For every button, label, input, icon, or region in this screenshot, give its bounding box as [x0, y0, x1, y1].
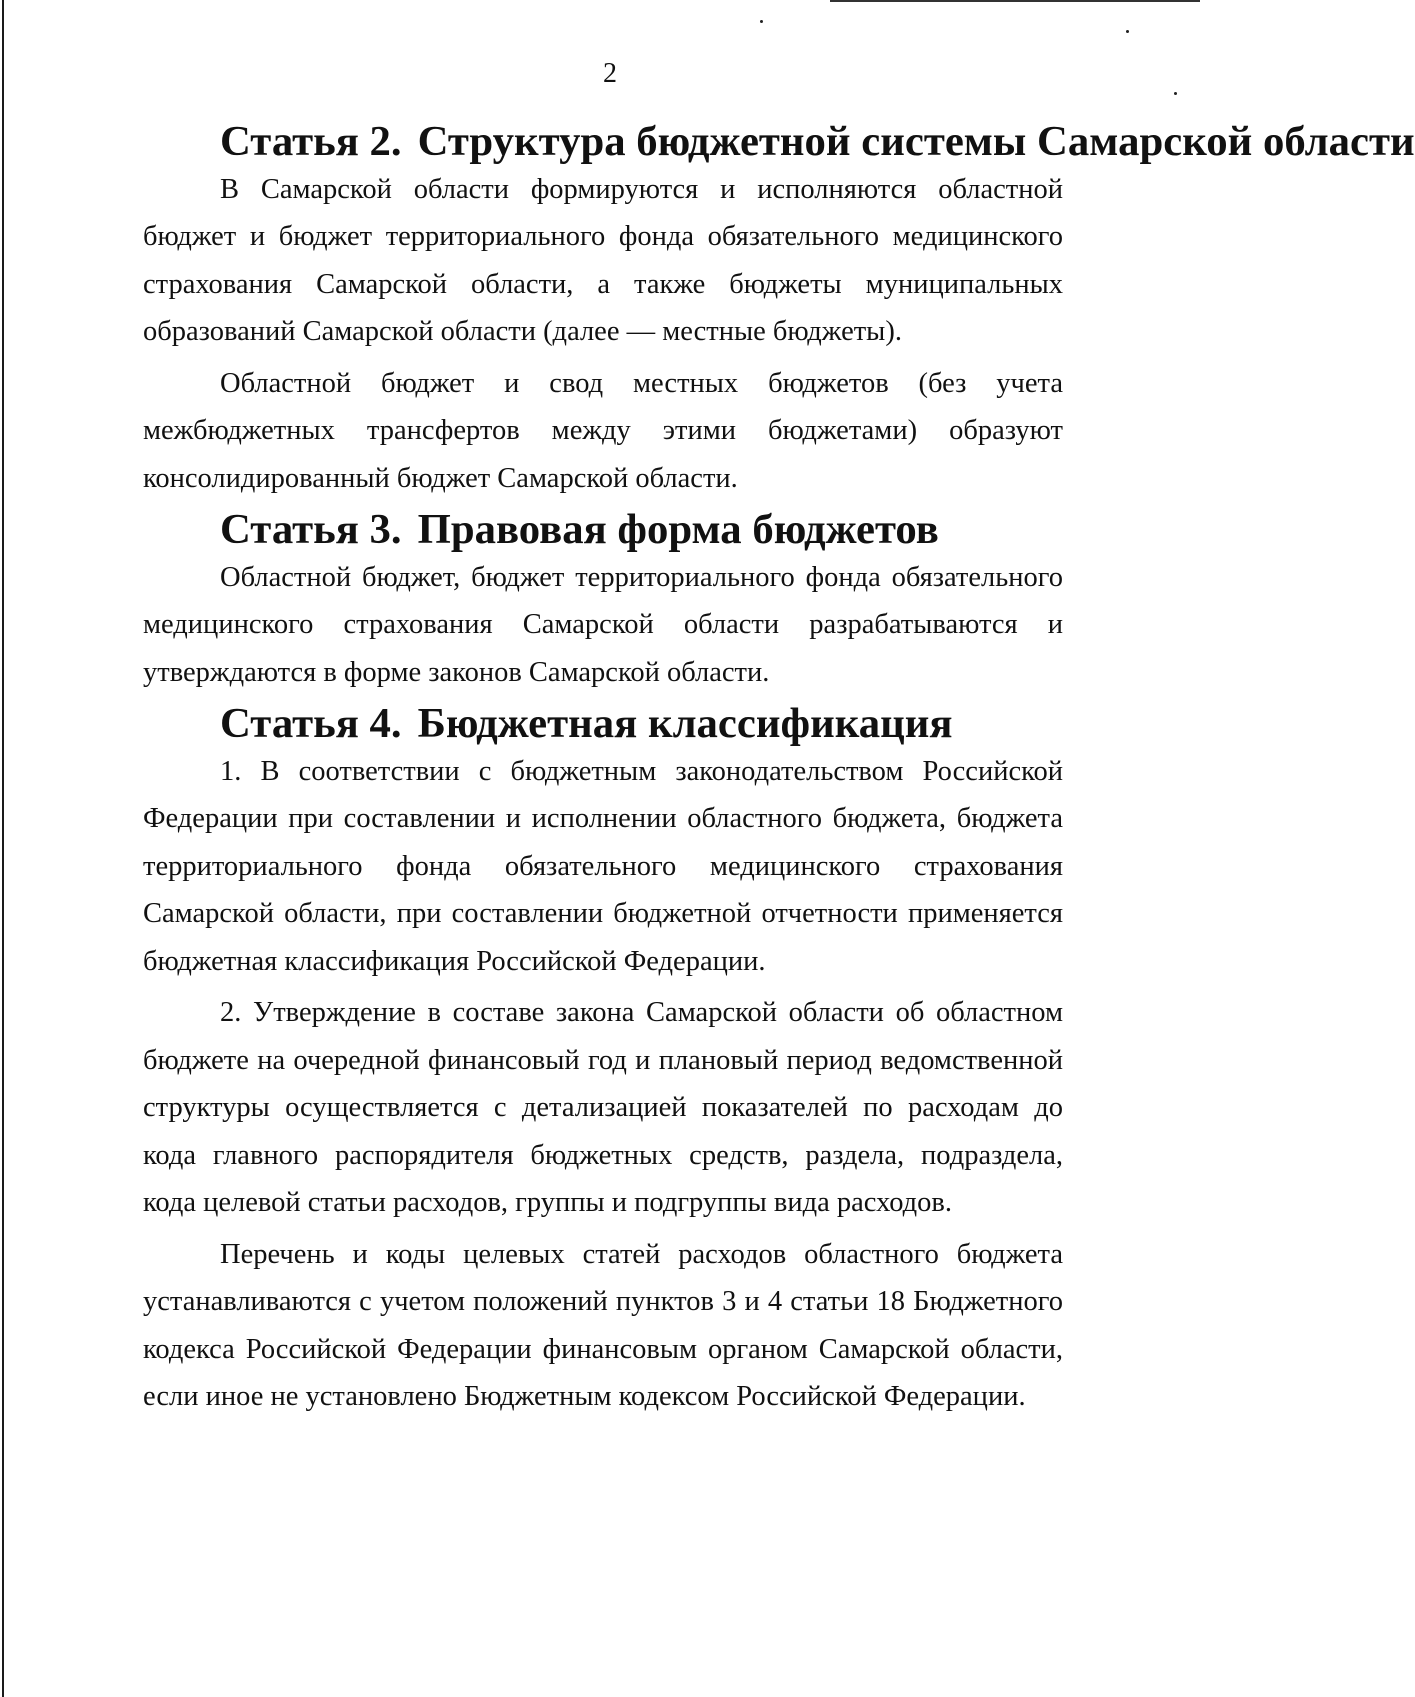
scan-speck — [1126, 30, 1129, 33]
article-4 — [143, 700, 1063, 1421]
article-number: Статья 3. — [220, 506, 402, 553]
article-paragraph: Перечень и коды целевых статей расходов областного бюджета устанавливаются с учетом положений пунктов 3 и 4 статьи 18 Бюджетного кодекса Российской Федерации финансовым органом Самарской области, если иное не установлено Бюджетным кодексом Российской Федерации. — [143, 1238, 1063, 1412]
article-number: Статья 4. — [220, 700, 402, 747]
scan-top-edge — [830, 0, 1200, 2]
article-paragraph: Областной бюджет и свод местных бюджетов (без учета межбюджетных трансфертов между этими бюджетами) образуют консолидированный бюджет Самарской области. — [143, 367, 1063, 494]
article-title: Бюджетная классификация — [417, 700, 953, 747]
article-title: Правовая форма бюджетов — [417, 506, 939, 553]
article-number: Статья 2. — [220, 118, 402, 165]
page-number: 2 — [603, 58, 617, 89]
article-paragraph: В Самарской области формируются и исполняются областной бюджет и бюджет территориального фонда обязательного медицинского страхования Самарской области, а также бюджеты муниципальных образований Самарской области (далее — местные бюджеты). — [143, 173, 1063, 347]
article-heading — [143, 700, 1063, 748]
article-paragraph: 1. В соответствии с бюджетным законодательством Российской Федерации при составлении и исполнении областного бюджета, бюджета территориального фонда обязательного медицинского страхования Самарской области, при составлении бюджетной отчетности применяется бюджетная классификация Российской Федерации. — [143, 755, 1063, 977]
article-2 — [143, 118, 1415, 502]
scan-left-edge — [2, 0, 4, 1697]
article-title: Структура бюджетной системы Самарской области — [417, 118, 1415, 165]
article-paragraph: 2. Утверждение в составе закона Самарской области об областном бюджете на очередной финансовый год и плановый период ведомственной структуры осуществляется с детализацией показателей по расходам до кода главного распорядителя бюджетных средств, раздела, подраздела, кода целевой статьи расходов, группы и подгруппы вида расходов. — [143, 997, 1063, 1218]
article-heading — [143, 506, 1063, 554]
article-paragraph: Областной бюджет, бюджет территориального фонда обязательного медицинского страхования Самарской области разрабатываются и утверждаются в форме законов Самарской области. — [143, 561, 1063, 688]
scan-speck — [760, 20, 763, 23]
article-3 — [143, 506, 1063, 696]
document-body — [143, 118, 1415, 1425]
scan-speck — [1174, 92, 1177, 95]
article-heading — [143, 118, 1415, 166]
